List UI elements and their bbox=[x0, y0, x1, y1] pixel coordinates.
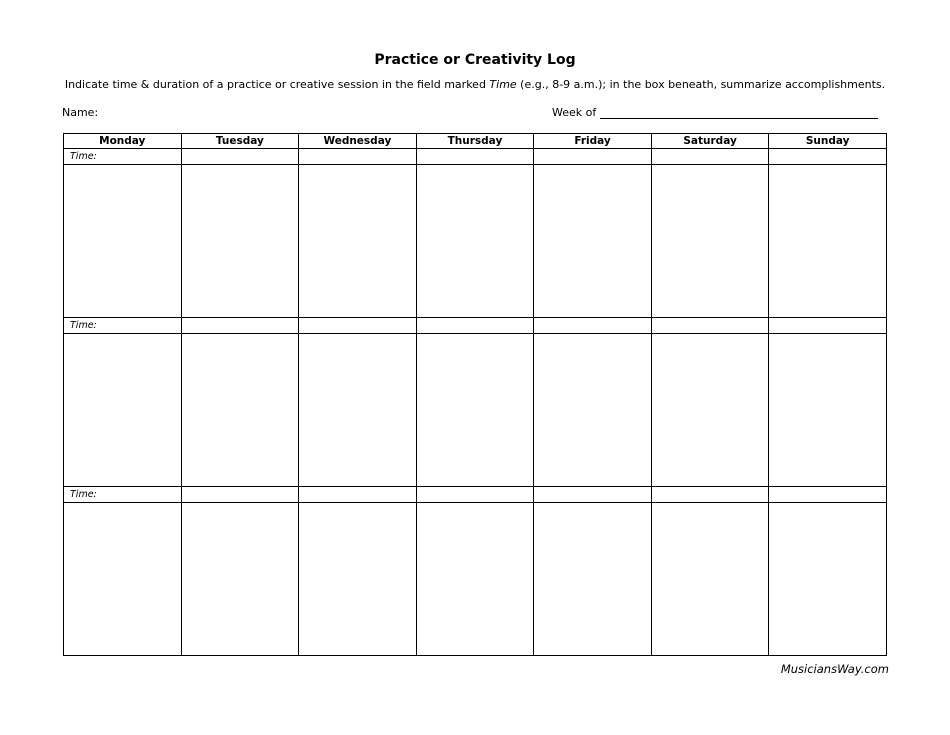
footer-site: MusiciansWay.com bbox=[780, 662, 889, 676]
summary-cell[interactable] bbox=[769, 503, 887, 656]
time-cell[interactable] bbox=[769, 318, 887, 334]
time-row bbox=[64, 487, 887, 503]
summary-cell[interactable] bbox=[769, 165, 887, 318]
summary-row bbox=[64, 503, 887, 656]
summary-cell[interactable] bbox=[416, 334, 534, 487]
time-cell[interactable] bbox=[181, 149, 299, 165]
summary-cell[interactable] bbox=[416, 503, 534, 656]
summary-cell[interactable] bbox=[64, 503, 182, 656]
time-cell[interactable]: Time: bbox=[64, 149, 182, 165]
day-header: Monday bbox=[64, 134, 182, 149]
time-cell[interactable] bbox=[299, 149, 417, 165]
time-cell[interactable] bbox=[181, 318, 299, 334]
time-cell[interactable]: Time: bbox=[64, 487, 182, 503]
summary-cell[interactable] bbox=[299, 165, 417, 318]
time-cell[interactable] bbox=[534, 318, 652, 334]
time-cell[interactable] bbox=[534, 149, 652, 165]
name-label: Name: bbox=[62, 106, 99, 119]
summary-cell[interactable] bbox=[651, 503, 769, 656]
day-header: Thursday bbox=[416, 134, 534, 149]
day-header: Friday bbox=[534, 134, 652, 149]
time-row bbox=[64, 149, 887, 165]
summary-row bbox=[64, 165, 887, 318]
week-label: Week of bbox=[552, 106, 597, 119]
time-cell[interactable] bbox=[416, 149, 534, 165]
summary-cell[interactable] bbox=[534, 334, 652, 487]
time-cell[interactable] bbox=[651, 318, 769, 334]
summary-cell[interactable] bbox=[181, 334, 299, 487]
summary-cell[interactable] bbox=[64, 334, 182, 487]
summary-cell[interactable] bbox=[651, 165, 769, 318]
day-header: Sunday bbox=[769, 134, 887, 149]
week-field[interactable] bbox=[552, 106, 878, 119]
summary-cell[interactable] bbox=[769, 334, 887, 487]
day-header: Tuesday bbox=[181, 134, 299, 149]
log-table bbox=[63, 133, 887, 656]
summary-cell[interactable] bbox=[416, 165, 534, 318]
summary-row bbox=[64, 334, 887, 487]
time-cell[interactable] bbox=[416, 487, 534, 503]
week-input-line[interactable] bbox=[600, 107, 878, 119]
time-cell[interactable]: Time: bbox=[64, 318, 182, 334]
summary-cell[interactable] bbox=[299, 503, 417, 656]
time-row bbox=[64, 318, 887, 334]
name-field[interactable] bbox=[62, 106, 98, 119]
time-cell[interactable] bbox=[769, 149, 887, 165]
time-cell[interactable] bbox=[416, 318, 534, 334]
summary-cell[interactable] bbox=[181, 165, 299, 318]
instructions-text: Indicate time & duration of a practice or creative session in the field marked bbox=[64, 78, 490, 91]
instructions-emphasis: Time bbox=[489, 78, 517, 91]
summary-cell[interactable] bbox=[651, 334, 769, 487]
summary-cell[interactable] bbox=[534, 165, 652, 318]
time-cell[interactable] bbox=[769, 487, 887, 503]
page-title: Practice or Creativity Log bbox=[374, 52, 576, 68]
summary-cell[interactable] bbox=[181, 503, 299, 656]
summary-cell[interactable] bbox=[64, 165, 182, 318]
time-cell[interactable] bbox=[651, 487, 769, 503]
time-cell[interactable] bbox=[651, 149, 769, 165]
time-cell[interactable] bbox=[299, 318, 417, 334]
time-cell[interactable] bbox=[534, 487, 652, 503]
time-cell[interactable] bbox=[181, 487, 299, 503]
summary-cell[interactable] bbox=[299, 334, 417, 487]
summary-cell[interactable] bbox=[534, 503, 652, 656]
instructions-text-end: (e.g., 8-9 a.m.); in the box beneath, summarize accomplishments. bbox=[516, 78, 886, 91]
day-header: Wednesday bbox=[299, 134, 417, 149]
day-header: Saturday bbox=[651, 134, 769, 149]
day-header-row bbox=[64, 134, 887, 149]
instructions bbox=[0, 78, 950, 91]
time-cell[interactable] bbox=[299, 487, 417, 503]
